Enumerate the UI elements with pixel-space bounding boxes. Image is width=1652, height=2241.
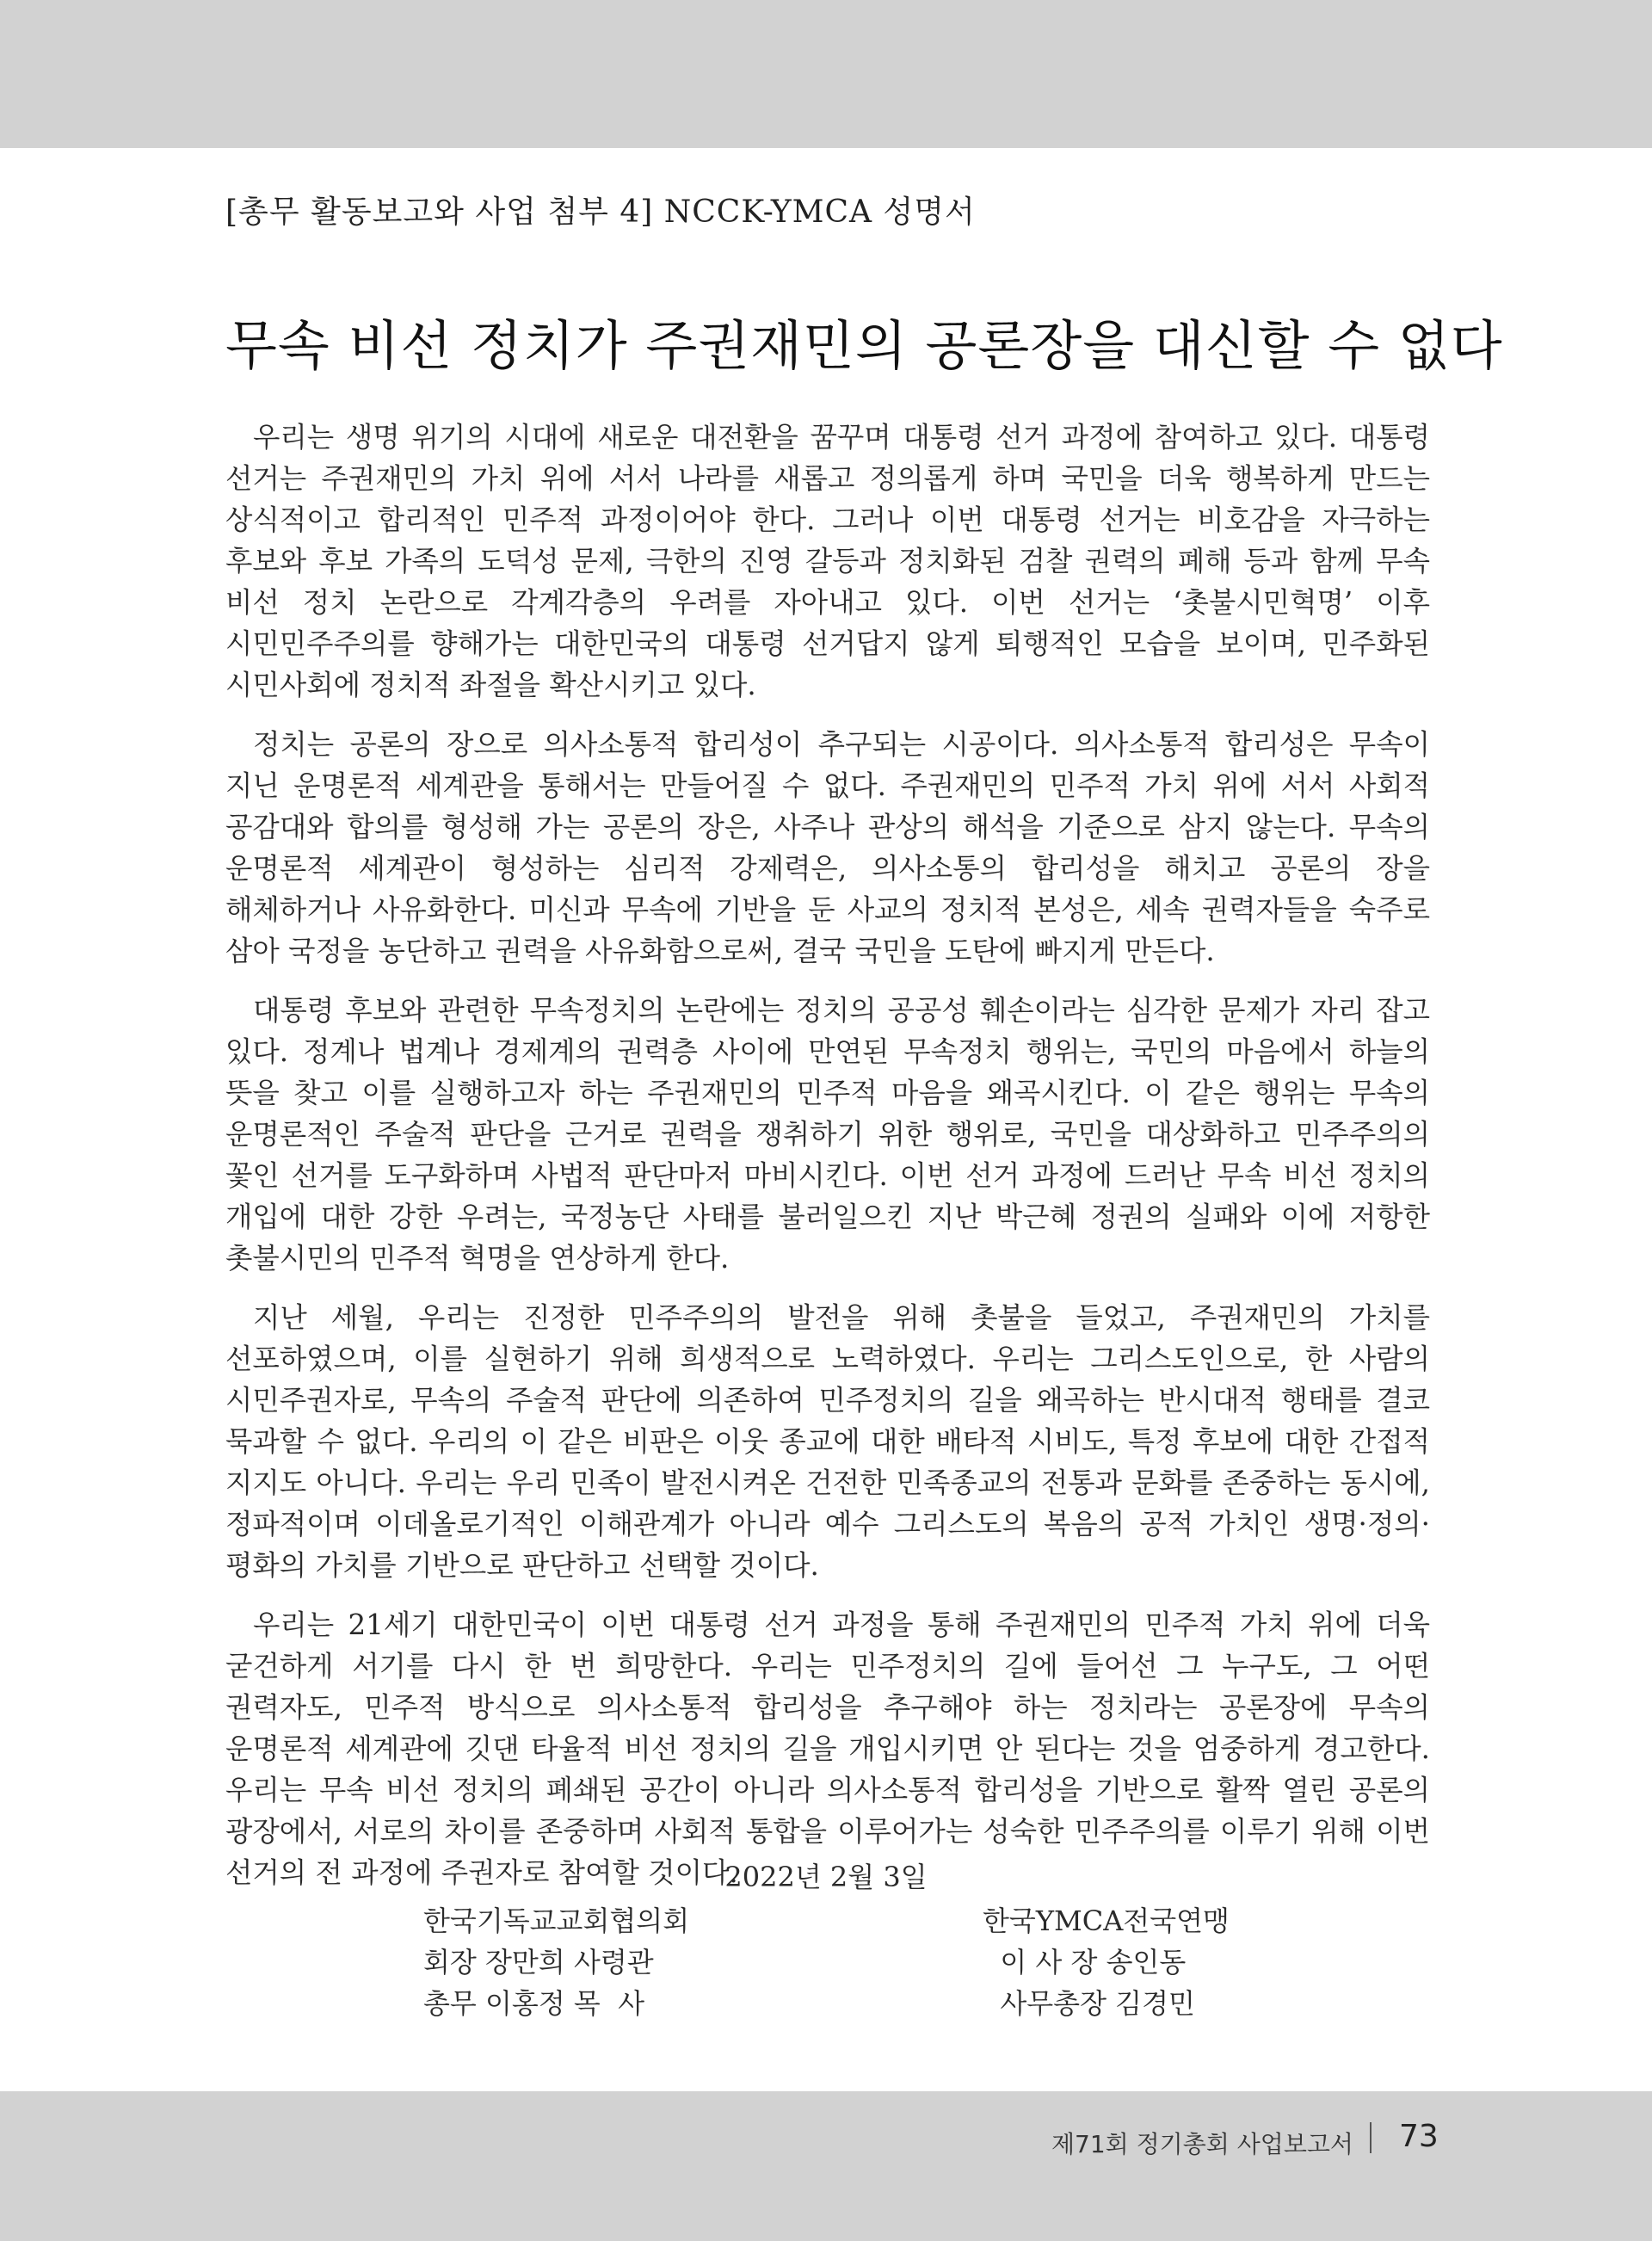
top-margin-band — [0, 0, 1652, 148]
signatory-ymca — [983, 1900, 1230, 2024]
signatory-ncck — [423, 1900, 689, 2024]
page-number: 73 — [1399, 2119, 1439, 2154]
paragraph-1: 우리는 생명 위기의 시대에 새로운 대전환을 꿈꾸며 대통령 선거 과정에 참여하고 있다. 대통령 선거는 주권재민의 가치 위에 서서 나라를 새롭고 정의롭게 하며 국민을 더욱 행복하게 만드는 상식적이고 합리적인 민주적 과정이어야 한다. 그러나 이번 대통령 선거는 비호감을 자극하는 후보와 후보 가족의 도덕성 문제, 극한의 진영 갈등과 정치화된 검찰 권력의 폐해 등과 함께 무속 비선 정치 논란으로 각계각층의 우려를 자아내고 있다. 이번 선거는 ‘촛불시민혁명’ 이후 시민민주주의를 향해가는 대한민국의 대통령 선거답지 않게 퇴행적인 모습을 보이며, 민주화된 시민사회에 정치적 좌절을 확산시키고 있다. — [225, 421, 1430, 701]
signatory-general-secretary: 총무 이홍정 목 사 — [423, 1987, 645, 2020]
statement-body — [225, 417, 1430, 1911]
paragraph-5: 우리는 21세기 대한민국이 이번 대통령 선거 과정을 통해 주권재민의 민주적 가치 위에 더욱 굳건하게 서기를 다시 한 번 희망한다. 우리는 민주정치의 길에 들어선 그 누구도, 그 어떤 권력자도, 민주적 방식으로 의사소통적 합리성을 추구해야 하는 정치라는 공론장에 무속의 운명론적 세계관에 깃댄 타율적 비선 정치의 길을 개입시키면 안 된다는 것을 엄중하게 경고한다. 우리는 무속 비선 정치의 폐쇄된 공간이 아니라 의사소통적 합리성을 기반으로 활짝 열린 공론의 광장에서, 서로의 차이를 존중하며 사회적 통합을 이루어가는 성숙한 민주주의를 이루기 위해 이번 선거의 전 과정에 주권자로 참여할 것이다. — [225, 1608, 1430, 1889]
signatory-president: 회장 장만희 사령관 — [423, 1946, 654, 1979]
footer-divider — [1370, 2122, 1372, 2153]
signatory-chairman: 이 사 장 송인동 — [983, 1946, 1187, 1979]
statement-date: 2022년 2월 3일 — [724, 1861, 928, 1893]
statement-title: 무속 비선 정치가 주권재민의 공론장을 대신할 수 없다 — [225, 314, 1503, 377]
footer-band — [0, 2091, 1652, 2241]
paragraph-4: 지난 세월, 우리는 진정한 민주주의의 발전을 위해 촛불을 들었고, 주권재민의 가치를 선포하였으며, 이를 실현하기 위해 희생적으로 노력하였다. 우리는 그리스도인으로, 한 사람의 시민주권자로, 무속의 주술적 판단에 의존하여 민주정치의 길을 왜곡하는 반시대적 행태를 결코 묵과할 수 없다. 우리의 이 같은 비판은 이웃 종교에 대한 배타적 시비도, 특정 후보에 대한 간접적 지지도 아니다. 우리는 우리 민족이 발전시켜온 건전한 민족종교의 전통과 문화를 존중하는 동시에, 정파적이며 이데올로기적인 이해관계가 아니라 예수 그리스도의 복음의 공적 가치인 생명·정의·평화의 가치를 기반으로 판단하고 선택할 것이다. — [225, 1301, 1430, 1582]
signatory-org: 한국기독교교회협의회 — [423, 1905, 690, 1937]
paragraph-2: 정치는 공론의 장으로 의사소통적 합리성이 추구되는 시공이다. 의사소통적 합리성은 무속이 지닌 운명론적 세계관을 통해서는 만들어질 수 없다. 주권재민의 민주적 가치 위에 서서 사회적 공감대와 합의를 형성해 가는 공론의 장은, 사주나 관상의 해석을 기준으로 삼지 않는다. 무속의 운명론적 세계관이 형성하는 심리적 강제력은, 의사소통의 합리성을 해치고 공론의 장을 해체하거나 사유화한다. 미신과 무속에 기반을 둔 사교의 정치적 본성은, 세속 권력자들을 숙주로 삼아 국정을 농단하고 권력을 사유화함으로써, 결국 국민을 도탄에 빠지게 만든다. — [225, 728, 1430, 967]
signatory-secretary-general: 사무총장 김경민 — [983, 1987, 1195, 2020]
signatory-org: 한국YMCA전국연맹 — [983, 1905, 1230, 1937]
section-header-label: [총무 활동보고와 사업 첨부 4] NCCK-YMCA 성명서 — [225, 194, 976, 230]
footer-publication-title: 제71회 정기총회 사업보고서 — [1051, 2130, 1353, 2158]
paragraph-3: 대통령 후보와 관련한 무속정치의 논란에는 정치의 공공성 훼손이라는 심각한 문제가 자리 잡고 있다. 정계나 법계나 경제계의 권력층 사이에 만연된 무속정치 행위는, 국민의 마음에서 하늘의 뜻을 찾고 이를 실행하고자 하는 주권재민의 민주적 마음을 왜곡시킨다. 이 같은 행위는 무속의 운명론적인 주술적 판단을 근거로 권력을 쟁취하기 위한 행위로, 국민을 대상화하고 민주주의의 꽃인 선거를 도구화하며 사법적 판단마저 마비시킨다. 이번 선거 과정에 드러난 무속 비선 정치의 개입에 대한 강한 우려는, 국정농단 사태를 불러일으킨 지난 박근혜 정권의 실패와 이에 저항한 촛불시민의 민주적 혁명을 연상하게 한다. — [225, 994, 1430, 1275]
